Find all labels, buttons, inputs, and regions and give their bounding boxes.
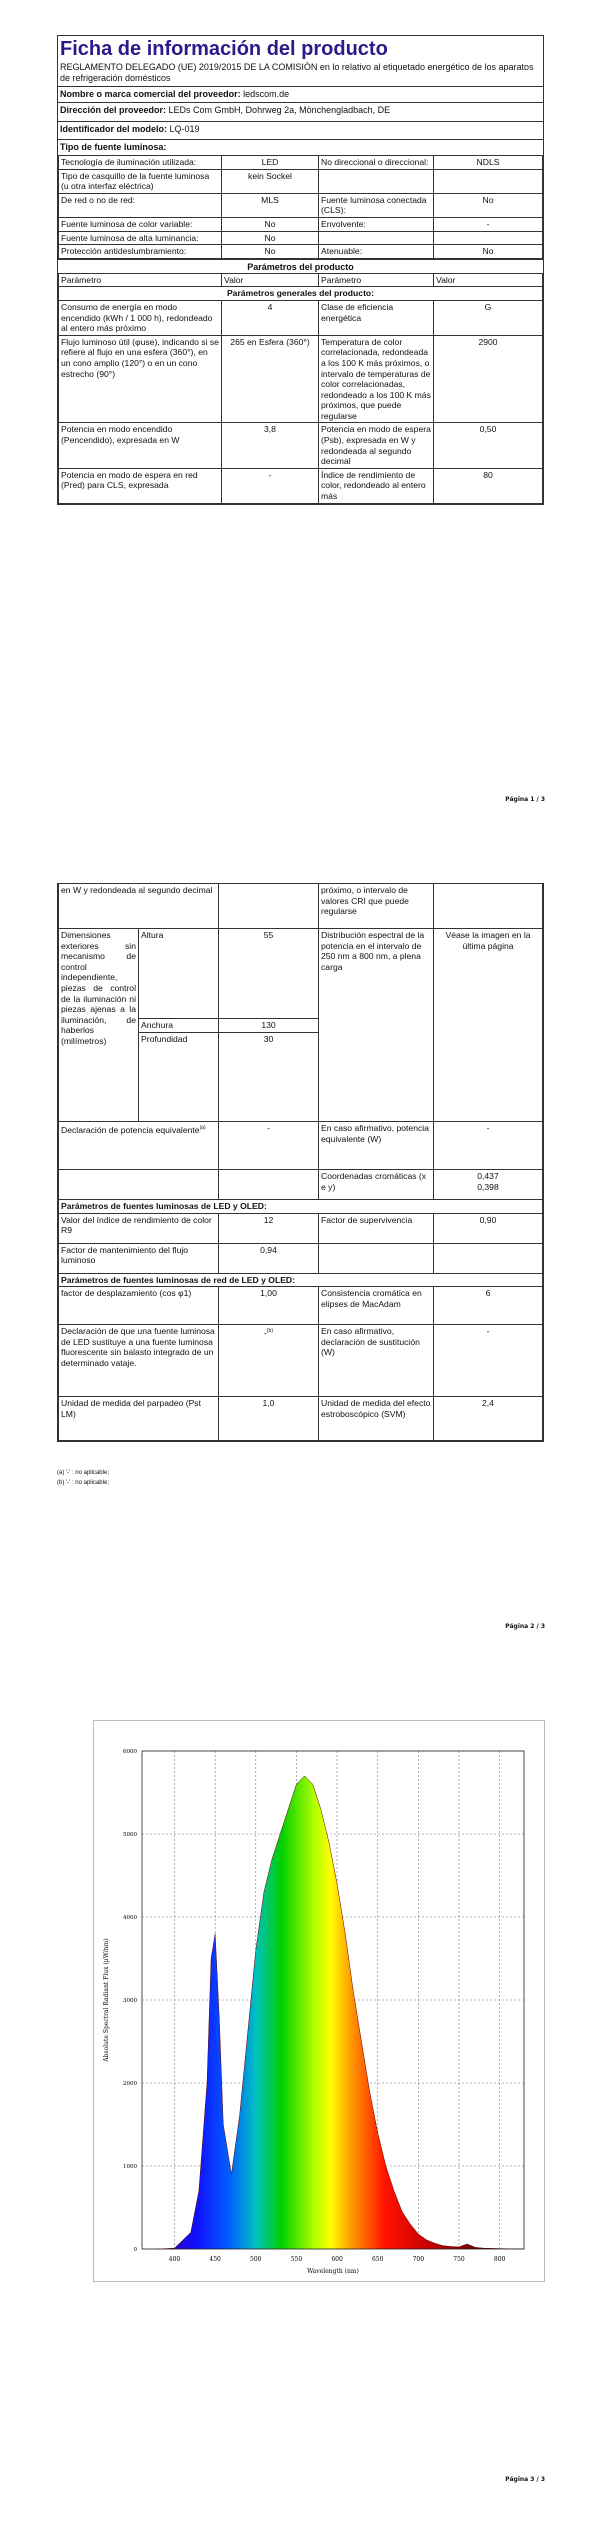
replace-value: - bbox=[434, 1325, 543, 1397]
row-label: De red o no de red: bbox=[59, 193, 222, 217]
source-type-row bbox=[59, 169, 543, 193]
row-label: Fuente luminosa conectada (CLS): bbox=[319, 193, 434, 217]
equiv-label-cell bbox=[59, 1122, 219, 1170]
survival-label: Factor de supervivencia bbox=[319, 1213, 434, 1243]
row-value: No bbox=[434, 245, 543, 259]
row-label: Tecnología de iluminación utilizada: bbox=[59, 156, 222, 170]
source-type-label: Tipo de fuente luminosa: bbox=[58, 139, 543, 155]
page2-grid bbox=[58, 883, 543, 1441]
x-tick-label: 600 bbox=[331, 2256, 343, 2263]
params-header: Parámetros del producto bbox=[58, 259, 543, 273]
row-label bbox=[319, 231, 434, 245]
supplier-value: ledscom.de bbox=[243, 89, 290, 99]
spectral-label: Distribución espectral de la potencia en el intervalo de 250 nm a 800 nm, a plena carga bbox=[319, 929, 434, 1122]
dim-name: Altura bbox=[139, 929, 219, 1019]
y-tick-label: 3000 bbox=[123, 1998, 137, 2004]
param-label: Potencia en modo encendido (Pencendido), expresada en W bbox=[59, 423, 222, 468]
empty-cell bbox=[219, 884, 319, 929]
source-type-row bbox=[59, 156, 543, 170]
chroma-label: Coordenadas cromáticas (x e y) bbox=[319, 1170, 434, 1200]
param-row bbox=[59, 423, 543, 468]
dims-label: Dimensiones exteriores sin mecanismo de control independiente, piezas de control de la iluminación ni piezas ajenas a la iluminación, de haberlos (milímetros) bbox=[59, 929, 139, 1122]
y-tick-label: 6000 bbox=[123, 1749, 137, 1755]
empty-cell bbox=[59, 1170, 219, 1200]
row-value: No bbox=[434, 193, 543, 217]
spectrum-svg bbox=[94, 1721, 544, 2281]
page-number: Página 3 / 3 bbox=[505, 2476, 545, 2483]
row-value: MLS bbox=[222, 193, 319, 217]
page-number: Página 2 / 3 bbox=[505, 1623, 545, 1630]
x-tick-label: 450 bbox=[209, 2256, 221, 2263]
pst-label: Unidad de medida del parpadeo (Pst LM) bbox=[59, 1397, 219, 1441]
maint-value: 0,94 bbox=[219, 1243, 319, 1273]
spectrum-chart bbox=[93, 1720, 545, 2282]
decl-sup: (b) bbox=[266, 1328, 273, 1335]
y-tick-label: 0 bbox=[133, 2247, 137, 2253]
dim-value: 55 bbox=[219, 929, 319, 1019]
decl-value: - bbox=[264, 1328, 267, 1339]
equiv-right: En caso afirmativo, potencia equivalente (W) bbox=[319, 1122, 434, 1170]
source-type-row bbox=[59, 193, 543, 217]
dim-name: Profundidad bbox=[139, 1032, 219, 1122]
page2-table bbox=[57, 883, 544, 1442]
row-value bbox=[434, 169, 543, 193]
x-tick-label: 700 bbox=[412, 2256, 425, 2263]
col-header: Parámetro bbox=[59, 273, 222, 287]
model-row bbox=[58, 121, 543, 139]
col-header: Valor bbox=[222, 273, 319, 287]
regulation-text: REGLAMENTO DELEGADO (UE) 2019/2015 DE LA COMISIÓN en lo relativo al etiquetado energético de los aparatos de refrigeración domésticos bbox=[60, 62, 534, 83]
decl-label: Declaración de que una fuente luminosa de LED sustituye a una fuente luminosa fluorescente sin balasto integrado de un determinado vataje. bbox=[59, 1325, 219, 1397]
param-label: Flujo luminoso útil (φuse), indicando si se refiere al flujo en una esfera (360°), en un cono amplio (120°) o en un cono estrecho (90°) bbox=[59, 335, 222, 423]
row-label: No direccional o direccional: bbox=[319, 156, 434, 170]
row-label: Atenuable: bbox=[319, 245, 434, 259]
footnote-a: (a) '-' : no aplicable; bbox=[57, 1470, 109, 1476]
address-row bbox=[58, 102, 543, 121]
macadam-value: 6 bbox=[434, 1287, 543, 1325]
model-label: Identificador del modelo: bbox=[60, 124, 168, 134]
source-type-table bbox=[58, 155, 543, 259]
pst-value: 1,0 bbox=[219, 1397, 319, 1441]
page-title: Ficha de información del producto bbox=[60, 38, 388, 60]
footnote-b: (b) '-' : no aplicable; bbox=[57, 1480, 109, 1486]
row-label: Protección antideslumbramiento: bbox=[59, 245, 222, 259]
x-axis-label: Wavelength (nm) bbox=[307, 2268, 359, 2275]
param-value: G bbox=[434, 300, 543, 335]
row-label bbox=[319, 169, 434, 193]
decl-value-cell bbox=[219, 1325, 319, 1397]
row-value: No bbox=[222, 245, 319, 259]
source-type-row bbox=[59, 245, 543, 259]
row-value: NDLS bbox=[434, 156, 543, 170]
page1-table bbox=[57, 35, 544, 505]
param-label: Temperatura de color correlacionada, redondeada a los 100 K más próximos, o intervalo de temperaturas de color correlacionadas, redondeado a los 100 K más próximos, que puede regularse bbox=[319, 335, 434, 423]
x-tick-label: 500 bbox=[250, 2256, 262, 2263]
param-value: 2900 bbox=[434, 335, 543, 423]
dim-value: 30 bbox=[219, 1032, 319, 1122]
led-header: Parámetros de fuentes luminosas de LED y OLED: bbox=[59, 1200, 543, 1214]
param-row bbox=[59, 335, 543, 423]
disp-value: 1,00 bbox=[219, 1287, 319, 1325]
row-label: Fuente luminosa de color variable: bbox=[59, 217, 222, 231]
row-label: Fuente luminosa de alta luminancia: bbox=[59, 231, 222, 245]
y-tick-label: 1000 bbox=[123, 2164, 137, 2170]
source-type-row bbox=[59, 231, 543, 245]
survival-value: 0,90 bbox=[434, 1213, 543, 1243]
cont-right: próximo, o intervalo de valores CRI que puede regularse bbox=[319, 884, 434, 929]
address-value: LEDs Com GmbH, Dohrweg 2a, Mönchengladbach, DE bbox=[168, 105, 391, 115]
param-row bbox=[59, 300, 543, 335]
empty-cell bbox=[319, 1243, 434, 1273]
page-number: Página 1 / 3 bbox=[505, 796, 545, 803]
col-header: Parámetro bbox=[319, 273, 434, 287]
row-value: - bbox=[434, 217, 543, 231]
row-label: Tipo de casquillo de la fuente luminosa (u otra interfaz eléctrica) bbox=[59, 169, 222, 193]
supplier-label: Nombre o marca comercial del proveedor: bbox=[60, 89, 241, 99]
footnotes bbox=[57, 1468, 109, 1488]
x-tick-label: 650 bbox=[371, 2256, 384, 2263]
equiv-label: Declaración de potencia equivalente bbox=[61, 1124, 200, 1135]
param-label: Consumo de energía en modo encendido (kWh / 1 000 h), redondeado al entero más próximo bbox=[59, 300, 222, 335]
macadam-label: Consistencia cromática en elipses de MacAdam bbox=[319, 1287, 434, 1325]
supplier-row bbox=[58, 86, 543, 102]
svm-label: Unidad de medida del efecto estroboscópico (SVM) bbox=[319, 1397, 434, 1441]
y-tick-label: 5000 bbox=[123, 1832, 137, 1838]
x-tick-label: 550 bbox=[290, 2256, 303, 2263]
spectrum-area bbox=[158, 1776, 524, 2249]
source-type-row bbox=[59, 217, 543, 231]
param-label: Clase de eficiencia energética bbox=[319, 300, 434, 335]
dim-name: Anchura bbox=[139, 1018, 219, 1032]
empty-cell bbox=[434, 884, 543, 929]
disp-label: factor de desplazamiento (cos φ1) bbox=[59, 1287, 219, 1325]
model-value: LQ-019 bbox=[169, 124, 200, 134]
row-value: kein Sockel bbox=[222, 169, 319, 193]
x-tick-label: 750 bbox=[453, 2256, 465, 2263]
address-label: Dirección del proveedor: bbox=[60, 105, 167, 115]
dim-value: 130 bbox=[219, 1018, 319, 1032]
col-header-row bbox=[59, 273, 543, 287]
empty-cell bbox=[434, 1243, 543, 1273]
equiv-value: - bbox=[219, 1122, 319, 1170]
param-label: Potencia en modo de espera (Psb), expresada en W y redondeada al segundo decimal bbox=[319, 423, 434, 468]
param-label: Potencia en modo de espera en red (Pred) para CLS, expresada bbox=[59, 468, 222, 503]
maint-label: Factor de mantenimiento del flujo luminoso bbox=[59, 1243, 219, 1273]
row-value: No bbox=[222, 231, 319, 245]
row-value: No bbox=[222, 217, 319, 231]
param-value: 80 bbox=[434, 468, 543, 503]
general-header: Parámetros generales del producto: bbox=[59, 287, 543, 301]
mains-header: Parámetros de fuentes luminosas de red de LED y OLED: bbox=[59, 1273, 543, 1287]
chroma-value: 0,437 0,398 bbox=[434, 1170, 543, 1200]
row-label: Envolvente: bbox=[319, 217, 434, 231]
row-value: LED bbox=[222, 156, 319, 170]
param-value: 0,50 bbox=[434, 423, 543, 468]
empty-cell bbox=[219, 1170, 319, 1200]
equiv-sup: (a) bbox=[199, 1125, 206, 1131]
cont-left: en W y redondeada al segundo decimal bbox=[59, 884, 219, 929]
r9-value: 12 bbox=[219, 1213, 319, 1243]
x-tick-label: 400 bbox=[168, 2256, 181, 2263]
y-axis-label: Absolute Spectral Radiant Flux (μW/nm) bbox=[103, 1938, 110, 2062]
param-value: 4 bbox=[222, 300, 319, 335]
param-label: Índice de rendimiento de color, redondeado al entero más bbox=[319, 468, 434, 503]
x-tick-label: 800 bbox=[493, 2256, 506, 2263]
col-header: Valor bbox=[434, 273, 543, 287]
param-value: 265 en Esfera (360°) bbox=[222, 335, 319, 423]
replace-label: En caso afirmativo, declaración de sustitución (W) bbox=[319, 1325, 434, 1397]
row-value bbox=[434, 231, 543, 245]
param-value: - bbox=[222, 468, 319, 503]
y-tick-label: 4000 bbox=[123, 1915, 137, 1921]
y-tick-label: 2000 bbox=[123, 2081, 137, 2087]
params-table bbox=[58, 273, 543, 504]
equiv-right-value: - bbox=[434, 1122, 543, 1170]
param-row bbox=[59, 468, 543, 503]
r9-label: Valor del índice de rendimiento de color R9 bbox=[59, 1213, 219, 1243]
svm-value: 2,4 bbox=[434, 1397, 543, 1441]
spectral-value: Véase la imagen en la última página bbox=[434, 929, 543, 1122]
param-value: 3,8 bbox=[222, 423, 319, 468]
